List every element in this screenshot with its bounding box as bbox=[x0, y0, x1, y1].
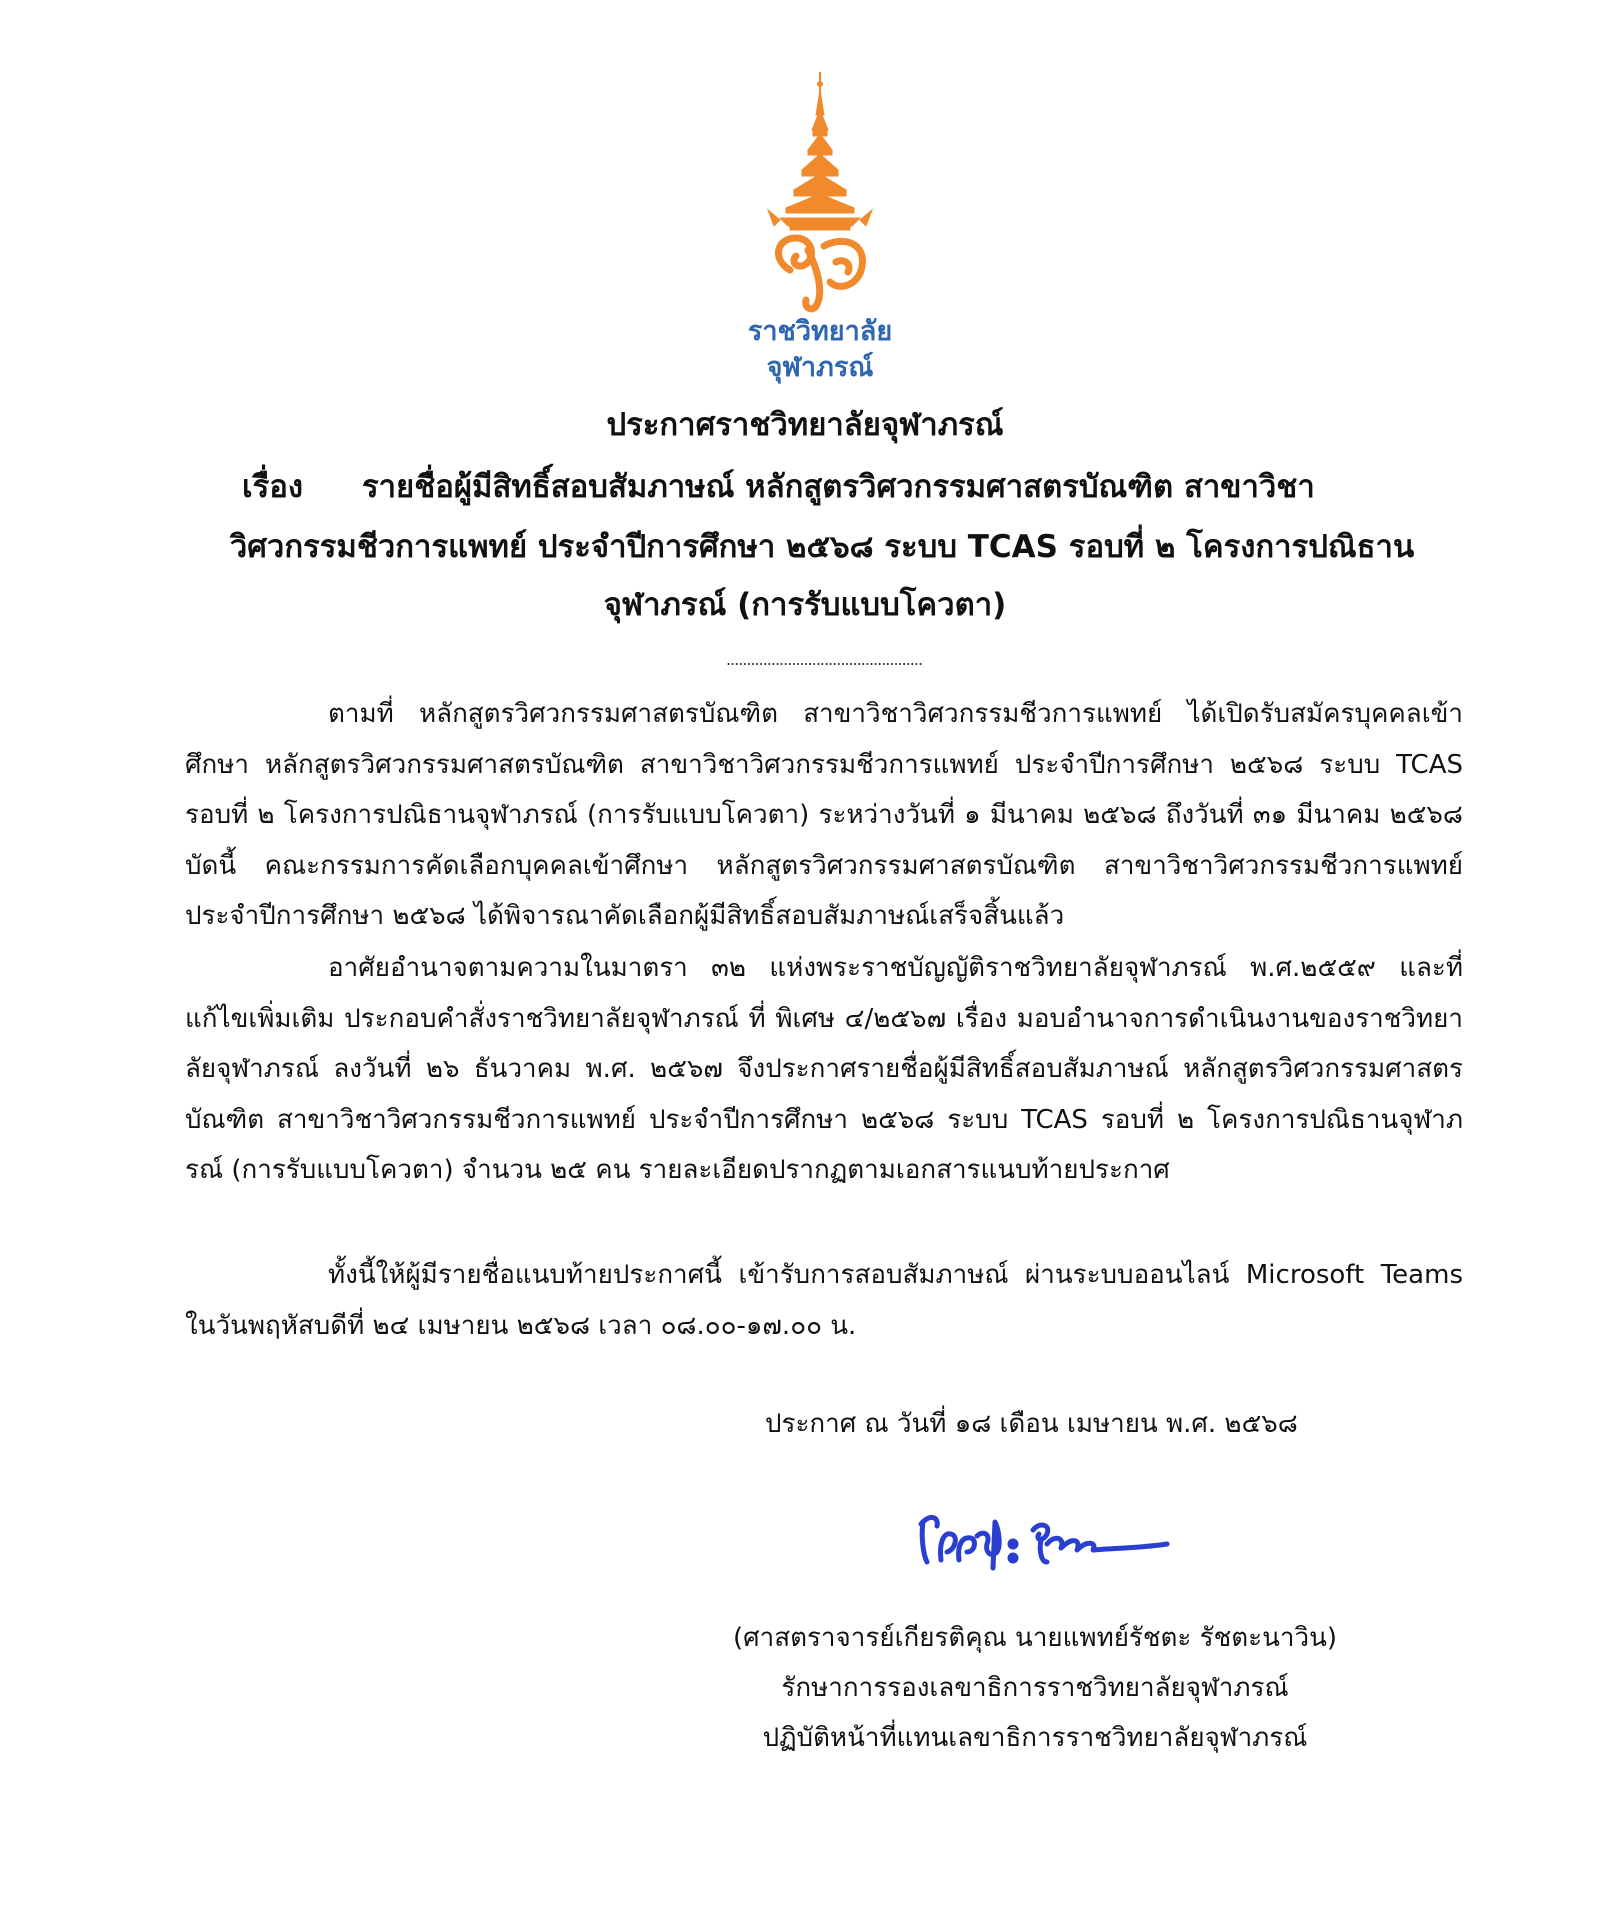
announcement-date: ประกาศ ณ วันที่ ๑๘ เดือน เมษายน พ.ศ. ๒๕๖๘ bbox=[765, 1409, 1298, 1439]
body-paragraph-1 bbox=[185, 689, 1463, 942]
signature-icon bbox=[915, 1500, 1175, 1580]
signatory-position-2: ปฏิบัติหน้าที่แทนเลขาธิการราชวิทยาลัยจุฬาภรณ์ bbox=[762, 1723, 1308, 1753]
subject-label: เรื่อง bbox=[242, 469, 304, 505]
signatory-position-1: รักษาการรองเลขาธิการราชวิทยาลัยจุฬาภรณ์ bbox=[781, 1673, 1289, 1703]
handwritten-signature bbox=[915, 1500, 1175, 1580]
logo-text-line2: จุฬาภรณ์ bbox=[766, 352, 874, 383]
paragraph-2-text: อาศัยอำนาจตามความในมาตรา ๓๒ แห่งพระราชบัญญัติราชวิทยาลัยจุฬาภรณ์ พ.ศ.๒๕๕๙ และที่แก้ไขเพิ่มเติม ประกอบคำสั่งราชวิทยาลัยจุฬาภรณ์ ที่ พิเศษ ๔/๒๕๖๗ เรื่อง มอบอำนาจการดำเนินงานของราชวิทยาลัยจุฬาภรณ์ ลงวันที่ ๒๖ ธันวาคม พ.ศ. ๒๕๖๗ จึงประกาศรายชื่อผู้มีสิทธิ์สอบสัมภาษณ์ หลักสูตรวิศวกรรมศาสตรบัณฑิต สาขาวิชาวิศวกรรมชีวการแพทย์ ประจำปีการศึกษา ๒๕๖๘ ระบบ TCAS รอบที่ ๒ โครงการปณิธานจุฬาภรณ์ (การรับแบบโควตา) จำนวน ๒๕ คน รายละเอียดปรากฏตามเอกสารแนบท้ายประกาศ bbox=[185, 953, 1463, 1185]
dotted-separator: ................................................ bbox=[725, 650, 923, 669]
subject-line-3: จุฬาภรณ์ (การรับแบบโควตา) bbox=[603, 587, 1007, 623]
crown-emblem-icon bbox=[720, 70, 920, 315]
subject-line-2: วิศวกรรมชีวการแพทย์ ประจำปีการศึกษา ๒๕๖๘ ระบบ TCAS รอบที่ ๒ โครงการปณิธาน bbox=[229, 529, 1415, 565]
logo-text-line1: ราชวิทยาลัย bbox=[747, 316, 893, 347]
signatory-name: (ศาสตราจารย์เกียรติคุณ นายแพทย์รัชตะ รัชตะนาวิน) bbox=[732, 1623, 1338, 1653]
paragraph-3-text: ทั้งนี้ให้ผู้มีรายชื่อแนบท้ายประกาศนี้ เข้ารับการสอบสัมภาษณ์ ผ่านระบบออนไลน์ Microsoft Teams ในวันพฤหัสบดีที่ ๒๔ เมษายน ๒๕๖๘ เวลา ๐๘.๐๐-๑๗.๐๐ น. bbox=[185, 1260, 1463, 1341]
body-paragraph-2 bbox=[185, 943, 1463, 1196]
subject-line-1 bbox=[242, 470, 1392, 506]
body-paragraph-3 bbox=[185, 1250, 1463, 1351]
subject-text-1: รายชื่อผู้มีสิทธิ์สอบสัมภาษณ์ หลักสูตรวิศวกรรมศาสตรบัณฑิต สาขาวิชา bbox=[362, 469, 1315, 505]
chulabhorn-royal-academy-logo bbox=[720, 70, 920, 390]
announcement-title: ประกาศราชวิทยาลัยจุฬาภรณ์ bbox=[606, 407, 1004, 443]
paragraph-1-text: ตามที่ หลักสูตรวิศวกรรมศาสตรบัณฑิต สาขาวิชาวิศวกรรมชีวการแพทย์ ได้เปิดรับสมัครบุคคลเข้าศึกษา หลักสูตรวิศวกรรมศาสตรบัณฑิต สาขาวิชาวิศวกรรมชีวการแพทย์ ประจำปีการศึกษา ๒๕๖๘ ระบบ TCAS รอบที่ ๒ โครงการปณิธานจุฬาภรณ์ (การรับแบบโควตา) ระหว่างวันที่ ๑ มีนาคม ๒๕๖๘ ถึงวันที่ ๓๑ มีนาคม ๒๕๖๘ บัดนี้ คณะกรรมการคัดเลือกบุคคลเข้าศึกษา หลักสูตรวิศวกรรมศาสตรบัณฑิต สาขาวิชาวิศวกรรมชีวการแพทย์ ประจำปีการศึกษา ๒๕๖๘ ได้พิจารณาคัดเลือกผู้มีสิทธิ์สอบสัมภาษณ์เสร็จสิ้นแล้ว bbox=[185, 699, 1463, 931]
